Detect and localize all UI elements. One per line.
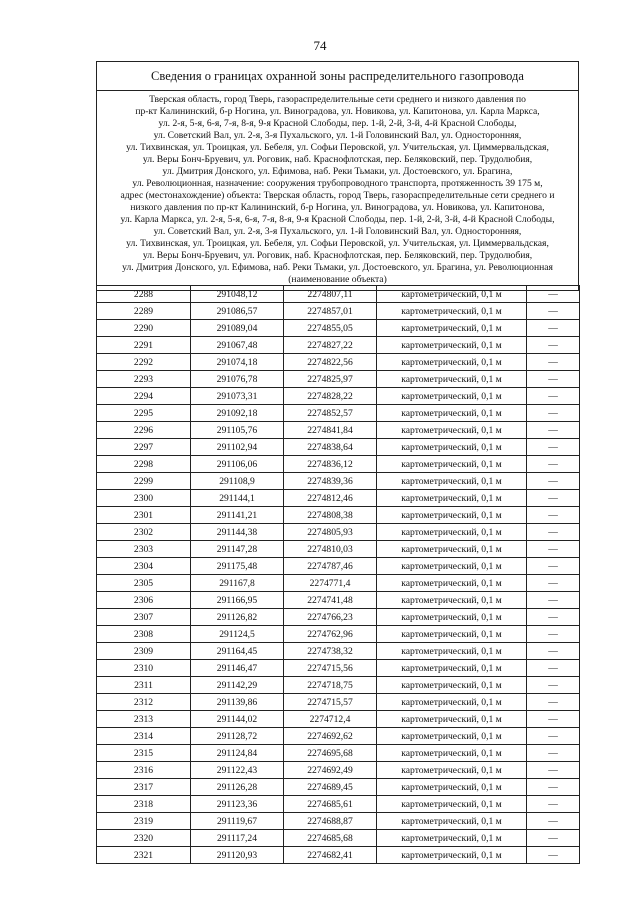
x-coordinate-cell: 291086,57 (191, 303, 284, 320)
y-coordinate-cell: 2274857,01 (284, 303, 377, 320)
determination-method-cell: картометрический, 0,1 м (377, 439, 527, 456)
accuracy-note-cell: — (527, 439, 580, 456)
accuracy-note-cell: — (527, 609, 580, 626)
x-coordinate-cell: 291122,43 (191, 762, 284, 779)
x-coordinate-cell: 291144,1 (191, 490, 284, 507)
point-number-cell: 2288 (97, 286, 191, 303)
table-row (97, 507, 580, 524)
point-number-cell: 2297 (97, 439, 191, 456)
determination-method-cell: картометрический, 0,1 м (377, 558, 527, 575)
y-coordinate-cell: 2274787,46 (284, 558, 377, 575)
point-number-cell: 2320 (97, 830, 191, 847)
table-row (97, 694, 580, 711)
description-line: ул. Карла Маркса, ул. 2-я, 5-я, 6-я, 7-я, 8-я, 9-я Красной Слободы, пер. 1-й, 2-й, 3-й, 4-й Красной Слободы, (120, 214, 555, 225)
determination-method-cell: картометрический, 0,1 м (377, 796, 527, 813)
description-line: ул. Веры Бонч-Бруевич, ул. Роговик, наб. Краснофлотская, пер. Беляковский, пер. Трудолюбия, (142, 154, 533, 165)
x-coordinate-cell: 291119,67 (191, 813, 284, 830)
point-number-cell: 2316 (97, 762, 191, 779)
accuracy-note-cell: — (527, 711, 580, 728)
x-coordinate-cell: 291073,31 (191, 388, 284, 405)
point-number-cell: 2319 (97, 813, 191, 830)
page-number: 74 (313, 38, 327, 53)
table-row (97, 728, 580, 745)
x-coordinate-cell: 291120,93 (191, 847, 284, 864)
determination-method-cell: картометрический, 0,1 м (377, 830, 527, 847)
determination-method-cell: картометрический, 0,1 м (377, 745, 527, 762)
x-coordinate-cell: 291164,45 (191, 643, 284, 660)
x-coordinate-cell: 291166,95 (191, 592, 284, 609)
y-coordinate-cell: 2274715,56 (284, 660, 377, 677)
table-row (97, 439, 580, 456)
y-coordinate-cell: 2274855,05 (284, 320, 377, 337)
y-coordinate-cell: 2274771,4 (284, 575, 377, 592)
x-coordinate-cell: 291139,86 (191, 694, 284, 711)
table-row (97, 388, 580, 405)
point-number-cell: 2309 (97, 643, 191, 660)
determination-method-cell: картометрический, 0,1 м (377, 847, 527, 864)
y-coordinate-cell: 2274852,57 (284, 405, 377, 422)
table-row (97, 796, 580, 813)
determination-method-cell: картометрический, 0,1 м (377, 422, 527, 439)
x-coordinate-cell: 291117,24 (191, 830, 284, 847)
y-coordinate-cell: 2274810,03 (284, 541, 377, 558)
y-coordinate-cell: 2274715,57 (284, 694, 377, 711)
accuracy-note-cell: — (527, 405, 580, 422)
x-coordinate-cell: 291144,38 (191, 524, 284, 541)
x-coordinate-cell: 291089,04 (191, 320, 284, 337)
table-row (97, 473, 580, 490)
determination-method-cell: картометрический, 0,1 м (377, 405, 527, 422)
accuracy-note-cell: — (527, 796, 580, 813)
description-line: ул. Дмитрия Донского, ул. Ефимова, наб. Реки Тьмаки, ул. Достоевского, ул. Брагина, ул. Революционная (122, 262, 553, 273)
x-coordinate-cell: 291144,02 (191, 711, 284, 728)
x-coordinate-cell: 291105,76 (191, 422, 284, 439)
determination-method-cell: картометрический, 0,1 м (377, 677, 527, 694)
y-coordinate-cell: 2274738,32 (284, 643, 377, 660)
accuracy-note-cell: — (527, 762, 580, 779)
accuracy-note-cell: — (527, 745, 580, 762)
y-coordinate-cell: 2274838,64 (284, 439, 377, 456)
point-number-cell: 2304 (97, 558, 191, 575)
determination-method-cell: картометрический, 0,1 м (377, 371, 527, 388)
description-line: ул. Революционная, назначение: сооружения трубопроводного транспорта, протяженность 39 175 м, (132, 178, 543, 189)
table-row (97, 711, 580, 728)
determination-method-cell: картометрический, 0,1 м (377, 388, 527, 405)
y-coordinate-cell: 2274827,22 (284, 337, 377, 354)
table-row (97, 541, 580, 558)
accuracy-note-cell: — (527, 507, 580, 524)
table-row (97, 813, 580, 830)
x-coordinate-cell: 291146,47 (191, 660, 284, 677)
x-coordinate-cell: 291128,72 (191, 728, 284, 745)
y-coordinate-cell: 2274762,96 (284, 626, 377, 643)
point-number-cell: 2307 (97, 609, 191, 626)
determination-method-cell: картометрический, 0,1 м (377, 694, 527, 711)
y-coordinate-cell: 2274822,56 (284, 354, 377, 371)
x-coordinate-cell: 291108,9 (191, 473, 284, 490)
y-coordinate-cell: 2274808,38 (284, 507, 377, 524)
accuracy-note-cell: — (527, 847, 580, 864)
determination-method-cell: картометрический, 0,1 м (377, 626, 527, 643)
determination-method-cell: картометрический, 0,1 м (377, 728, 527, 745)
point-number-cell: 2308 (97, 626, 191, 643)
accuracy-note-cell: — (527, 558, 580, 575)
point-number-cell: 2300 (97, 490, 191, 507)
point-number-cell: 2303 (97, 541, 191, 558)
table-row (97, 422, 580, 439)
determination-method-cell: картометрический, 0,1 м (377, 660, 527, 677)
y-coordinate-cell: 2274812,46 (284, 490, 377, 507)
description-line: ул. 2-я, 5-я, 6-я, 7-я, 8-я, 9-я Красной Слободы, пер. 1-й, 2-й, 3-й, 4-й Красной Слободы, (158, 118, 517, 129)
point-number-cell: 2313 (97, 711, 191, 728)
description-line: ул. Тихвинская, ул. Троицкая, ул. Бебеля, ул. Софьи Перовской, ул. Учительская, ул. Циммервальдская, (126, 238, 549, 249)
y-coordinate-cell: 2274841,84 (284, 422, 377, 439)
point-number-cell: 2315 (97, 745, 191, 762)
determination-method-cell: картометрический, 0,1 м (377, 609, 527, 626)
x-coordinate-cell: 291106,06 (191, 456, 284, 473)
table-row (97, 456, 580, 473)
point-number-cell: 2302 (97, 524, 191, 541)
y-coordinate-cell: 2274692,62 (284, 728, 377, 745)
table-row (97, 354, 580, 371)
point-number-cell: 2293 (97, 371, 191, 388)
determination-method-cell: картометрический, 0,1 м (377, 320, 527, 337)
y-coordinate-cell: 2274805,93 (284, 524, 377, 541)
x-coordinate-cell: 291076,78 (191, 371, 284, 388)
point-number-cell: 2317 (97, 779, 191, 796)
x-coordinate-cell: 291102,94 (191, 439, 284, 456)
accuracy-note-cell: — (527, 813, 580, 830)
point-number-cell: 2299 (97, 473, 191, 490)
y-coordinate-cell: 2274712,4 (284, 711, 377, 728)
accuracy-note-cell: — (527, 643, 580, 660)
point-number-cell: 2298 (97, 456, 191, 473)
table-row (97, 745, 580, 762)
determination-method-cell: картометрический, 0,1 м (377, 643, 527, 660)
point-number-cell: 2295 (97, 405, 191, 422)
y-coordinate-cell: 2274836,12 (284, 456, 377, 473)
accuracy-note-cell: — (527, 337, 580, 354)
table-row (97, 592, 580, 609)
point-number-cell: 2310 (97, 660, 191, 677)
description-line: ул. Тихвинская, ул. Троицкая, ул. Бебеля, ул. Софьи Перовской, ул. Учительская, ул. Циммервальдская, (126, 142, 549, 153)
determination-method-cell: картометрический, 0,1 м (377, 456, 527, 473)
table-row (97, 286, 580, 303)
accuracy-note-cell: — (527, 354, 580, 371)
point-number-cell: 2291 (97, 337, 191, 354)
point-number-cell: 2290 (97, 320, 191, 337)
y-coordinate-cell: 2274741,48 (284, 592, 377, 609)
x-coordinate-cell: 291141,21 (191, 507, 284, 524)
point-number-cell: 2311 (97, 677, 191, 694)
table-row (97, 779, 580, 796)
description-line: адрес (местонахождение) объекта: Тверская область, город Тверь, газораспределительные сети среднего и (120, 190, 555, 201)
y-coordinate-cell: 2274682,41 (284, 847, 377, 864)
x-coordinate-cell: 291142,29 (191, 677, 284, 694)
x-coordinate-cell: 291092,18 (191, 405, 284, 422)
point-number-cell: 2301 (97, 507, 191, 524)
x-coordinate-cell: 291175,48 (191, 558, 284, 575)
y-coordinate-cell: 2274839,36 (284, 473, 377, 490)
determination-method-cell: картометрический, 0,1 м (377, 337, 527, 354)
accuracy-note-cell: — (527, 473, 580, 490)
determination-method-cell: картометрический, 0,1 м (377, 762, 527, 779)
description-line: низкого давления по пр-кт Калининский, б-р Ногина, ул. Виноградова, ул. Новикова, ул. Капитонова, (130, 202, 545, 213)
accuracy-note-cell: — (527, 541, 580, 558)
y-coordinate-cell: 2274692,49 (284, 762, 377, 779)
accuracy-note-cell: — (527, 779, 580, 796)
point-number-cell: 2296 (97, 422, 191, 439)
accuracy-note-cell: — (527, 575, 580, 592)
description-line: ул. Веры Бонч-Бруевич, ул. Роговик, наб. Краснофлотская, пер. Беляковский, пер. Трудолюбия, (142, 250, 533, 261)
accuracy-note-cell: — (527, 626, 580, 643)
y-coordinate-cell: 2274695,68 (284, 745, 377, 762)
accuracy-note-cell: — (527, 320, 580, 337)
accuracy-note-cell: — (527, 422, 580, 439)
determination-method-cell: картометрический, 0,1 м (377, 575, 527, 592)
point-number-cell: 2312 (97, 694, 191, 711)
accuracy-note-cell: — (527, 490, 580, 507)
x-coordinate-cell: 291124,5 (191, 626, 284, 643)
y-coordinate-cell: 2274807,11 (284, 286, 377, 303)
point-number-cell: 2305 (97, 575, 191, 592)
accuracy-note-cell: — (527, 286, 580, 303)
determination-method-cell: картометрический, 0,1 м (377, 711, 527, 728)
point-number-cell: 2306 (97, 592, 191, 609)
y-coordinate-cell: 2274766,23 (284, 609, 377, 626)
table-row (97, 371, 580, 388)
accuracy-note-cell: — (527, 677, 580, 694)
x-coordinate-cell: 291124,84 (191, 745, 284, 762)
x-coordinate-cell: 291167,8 (191, 575, 284, 592)
determination-method-cell: картометрический, 0,1 м (377, 490, 527, 507)
accuracy-note-cell: — (527, 371, 580, 388)
determination-method-cell: картометрический, 0,1 м (377, 507, 527, 524)
x-coordinate-cell: 291123,36 (191, 796, 284, 813)
x-coordinate-cell: 291074,18 (191, 354, 284, 371)
y-coordinate-cell: 2274828,22 (284, 388, 377, 405)
table-row (97, 558, 580, 575)
description-line: ул. Советский Вал, ул. 2-я, 3-я Пухальского, ул. 1-й Головинский Вал, ул. Односторонняя, (153, 226, 522, 237)
coordinates-table (96, 285, 580, 864)
table-row (97, 490, 580, 507)
description-line: ул. Советский Вал, ул. 2-я, 3-я Пухальского, ул. 1-й Головинский Вал, ул. Односторонняя, (153, 130, 522, 141)
table-row (97, 762, 580, 779)
table-row (97, 677, 580, 694)
determination-method-cell: картометрический, 0,1 м (377, 524, 527, 541)
table-row (97, 524, 580, 541)
x-coordinate-cell: 291067,48 (191, 337, 284, 354)
accuracy-note-cell: — (527, 456, 580, 473)
determination-method-cell: картометрический, 0,1 м (377, 354, 527, 371)
table-row (97, 660, 580, 677)
object-description (97, 91, 578, 290)
point-number-cell: 2289 (97, 303, 191, 320)
determination-method-cell: картометрический, 0,1 м (377, 541, 527, 558)
accuracy-note-cell: — (527, 830, 580, 847)
x-coordinate-cell: 291126,82 (191, 609, 284, 626)
determination-method-cell: картометрический, 0,1 м (377, 303, 527, 320)
y-coordinate-cell: 2274689,45 (284, 779, 377, 796)
table-row (97, 830, 580, 847)
y-coordinate-cell: 2274685,68 (284, 830, 377, 847)
point-number-cell: 2294 (97, 388, 191, 405)
table-row (97, 575, 580, 592)
x-coordinate-cell: 291126,28 (191, 779, 284, 796)
accuracy-note-cell: — (527, 728, 580, 745)
document-title: Сведения о границах охранной зоны распределительного газопровода (97, 62, 578, 91)
determination-method-cell: картометрический, 0,1 м (377, 592, 527, 609)
point-number-cell: 2321 (97, 847, 191, 864)
description-line: ул. Дмитрия Донского, ул. Ефимова, наб. Реки Тьмаки, ул. Достоевского, ул. Брагина, (162, 166, 513, 177)
description-line: Тверская область, город Тверь, газораспределительные сети среднего и низкого давления по (149, 94, 526, 105)
determination-method-cell: картометрический, 0,1 м (377, 473, 527, 490)
table-row (97, 405, 580, 422)
table-row (97, 609, 580, 626)
accuracy-note-cell: — (527, 694, 580, 711)
y-coordinate-cell: 2274825,97 (284, 371, 377, 388)
accuracy-note-cell: — (527, 388, 580, 405)
description-line: пр-кт Калининский, б-р Ногина, ул. Виноградова, ул. Новикова, ул. Капитонова, ул. Карла Маркса, (135, 106, 540, 117)
table-row (97, 337, 580, 354)
document-frame (96, 61, 579, 291)
y-coordinate-cell: 2274685,61 (284, 796, 377, 813)
table-row (97, 626, 580, 643)
table-row (97, 643, 580, 660)
determination-method-cell: картометрический, 0,1 м (377, 286, 527, 303)
determination-method-cell: картометрический, 0,1 м (377, 813, 527, 830)
x-coordinate-cell: 291147,28 (191, 541, 284, 558)
y-coordinate-cell: 2274688,87 (284, 813, 377, 830)
description-line: (наименование объекта) (288, 274, 387, 285)
accuracy-note-cell: — (527, 524, 580, 541)
determination-method-cell: картометрический, 0,1 м (377, 779, 527, 796)
accuracy-note-cell: — (527, 303, 580, 320)
accuracy-note-cell: — (527, 660, 580, 677)
y-coordinate-cell: 2274718,75 (284, 677, 377, 694)
point-number-cell: 2314 (97, 728, 191, 745)
accuracy-note-cell: — (527, 592, 580, 609)
table-row (97, 847, 580, 864)
point-number-cell: 2318 (97, 796, 191, 813)
x-coordinate-cell: 291048,12 (191, 286, 284, 303)
table-row (97, 320, 580, 337)
point-number-cell: 2292 (97, 354, 191, 371)
table-row (97, 303, 580, 320)
